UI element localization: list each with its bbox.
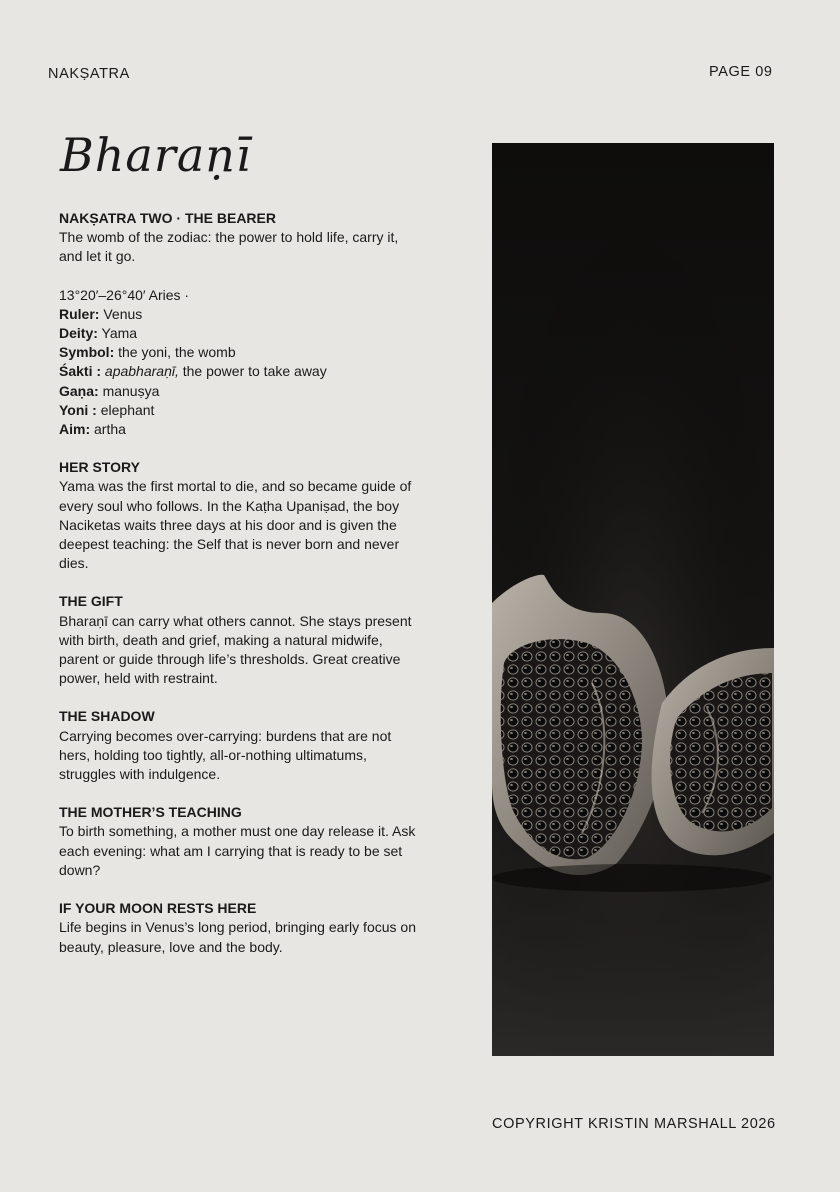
yoni-label: Yoni : (59, 401, 97, 418)
intro-section (59, 209, 424, 267)
ruler-value: Venus (99, 305, 143, 322)
aim-label: Aim: (59, 421, 91, 438)
ruler-label: Ruler: (59, 305, 100, 322)
shadow-text: Carrying becomes over-carrying: burdens that are not hers, holding too tightly, all-or-nothing ultimatums, struggles with indulgence. (59, 727, 392, 783)
gift-heading: THE GIFT (59, 593, 123, 610)
shadow-section (59, 707, 424, 784)
gana-value: manuṣya (98, 382, 160, 399)
gift-section (59, 592, 424, 688)
ruler-line (59, 305, 424, 324)
gift-text: Bharaṇī can carry what others cannot. She stays present with birth, death and grief, making a natural midwife, parent or guide through life’s thresholds. Great creative power, held with restraint. (59, 612, 412, 687)
yoni-value: elephant (96, 401, 155, 418)
pomegranate-illustration (492, 143, 774, 1056)
aim-line (59, 420, 424, 439)
intro-heading: NAKṢATRA TWO · THE BEARER (59, 210, 276, 226)
degrees-line: 13°20′–26°40′ Aries · (59, 286, 190, 303)
story-text: Yama was the first mortal to die, and so became guide of every soul who follows. In the Kaṭha Upaniṣad, the boy Naciketas waits three days at his door and is given the deepest teaching: the Self that is never born and never dies. (59, 478, 412, 572)
text-column (59, 209, 424, 976)
symbol-value: the yoni, the womb (114, 344, 236, 361)
page-number: PAGE 09 (709, 64, 773, 80)
moon-section (59, 899, 424, 957)
page-title: Bharaṇī (60, 128, 252, 182)
teaching-text: To birth something, a mother must one day release it. Ask each evening: what am I carrying that is ready to be set down? (59, 823, 416, 878)
gana-label: Gaṇa: (59, 382, 99, 399)
symbol-line (59, 343, 424, 362)
symbol-label: Symbol: (59, 344, 115, 361)
teaching-section (59, 803, 424, 880)
facts-section (59, 286, 424, 440)
aim-value: artha (90, 421, 126, 438)
moon-text: Life begins in Venus’s long period, bringing early focus on beauty, pleasure, love and the body. (59, 919, 416, 955)
shakti-value: the power to take away (178, 363, 327, 380)
story-section (59, 458, 424, 573)
moon-heading: IF YOUR MOON RESTS HERE (59, 900, 257, 917)
shakti-label: Śakti : (59, 363, 102, 380)
story-heading: HER STORY (59, 459, 140, 476)
section-label: NAKṢATRA (48, 66, 130, 82)
shakti-line (59, 362, 424, 381)
intro-text: The womb of the zodiac: the power to hold life, carry it, and let it go. (59, 229, 399, 265)
shadow-heading: THE SHADOW (59, 708, 155, 725)
gana-line (59, 382, 424, 401)
teaching-heading: THE MOTHER’S TEACHING (59, 804, 242, 821)
deity-line (59, 324, 424, 343)
deity-value: Yama (97, 325, 138, 342)
yoni-line (59, 401, 424, 420)
copyright: COPYRIGHT KRISTIN MARSHALL 2026 (492, 1116, 776, 1132)
shakti-term: apabharaṇī, (101, 363, 179, 380)
pomegranate-photo (492, 143, 774, 1056)
deity-label: Deity: (59, 325, 98, 342)
